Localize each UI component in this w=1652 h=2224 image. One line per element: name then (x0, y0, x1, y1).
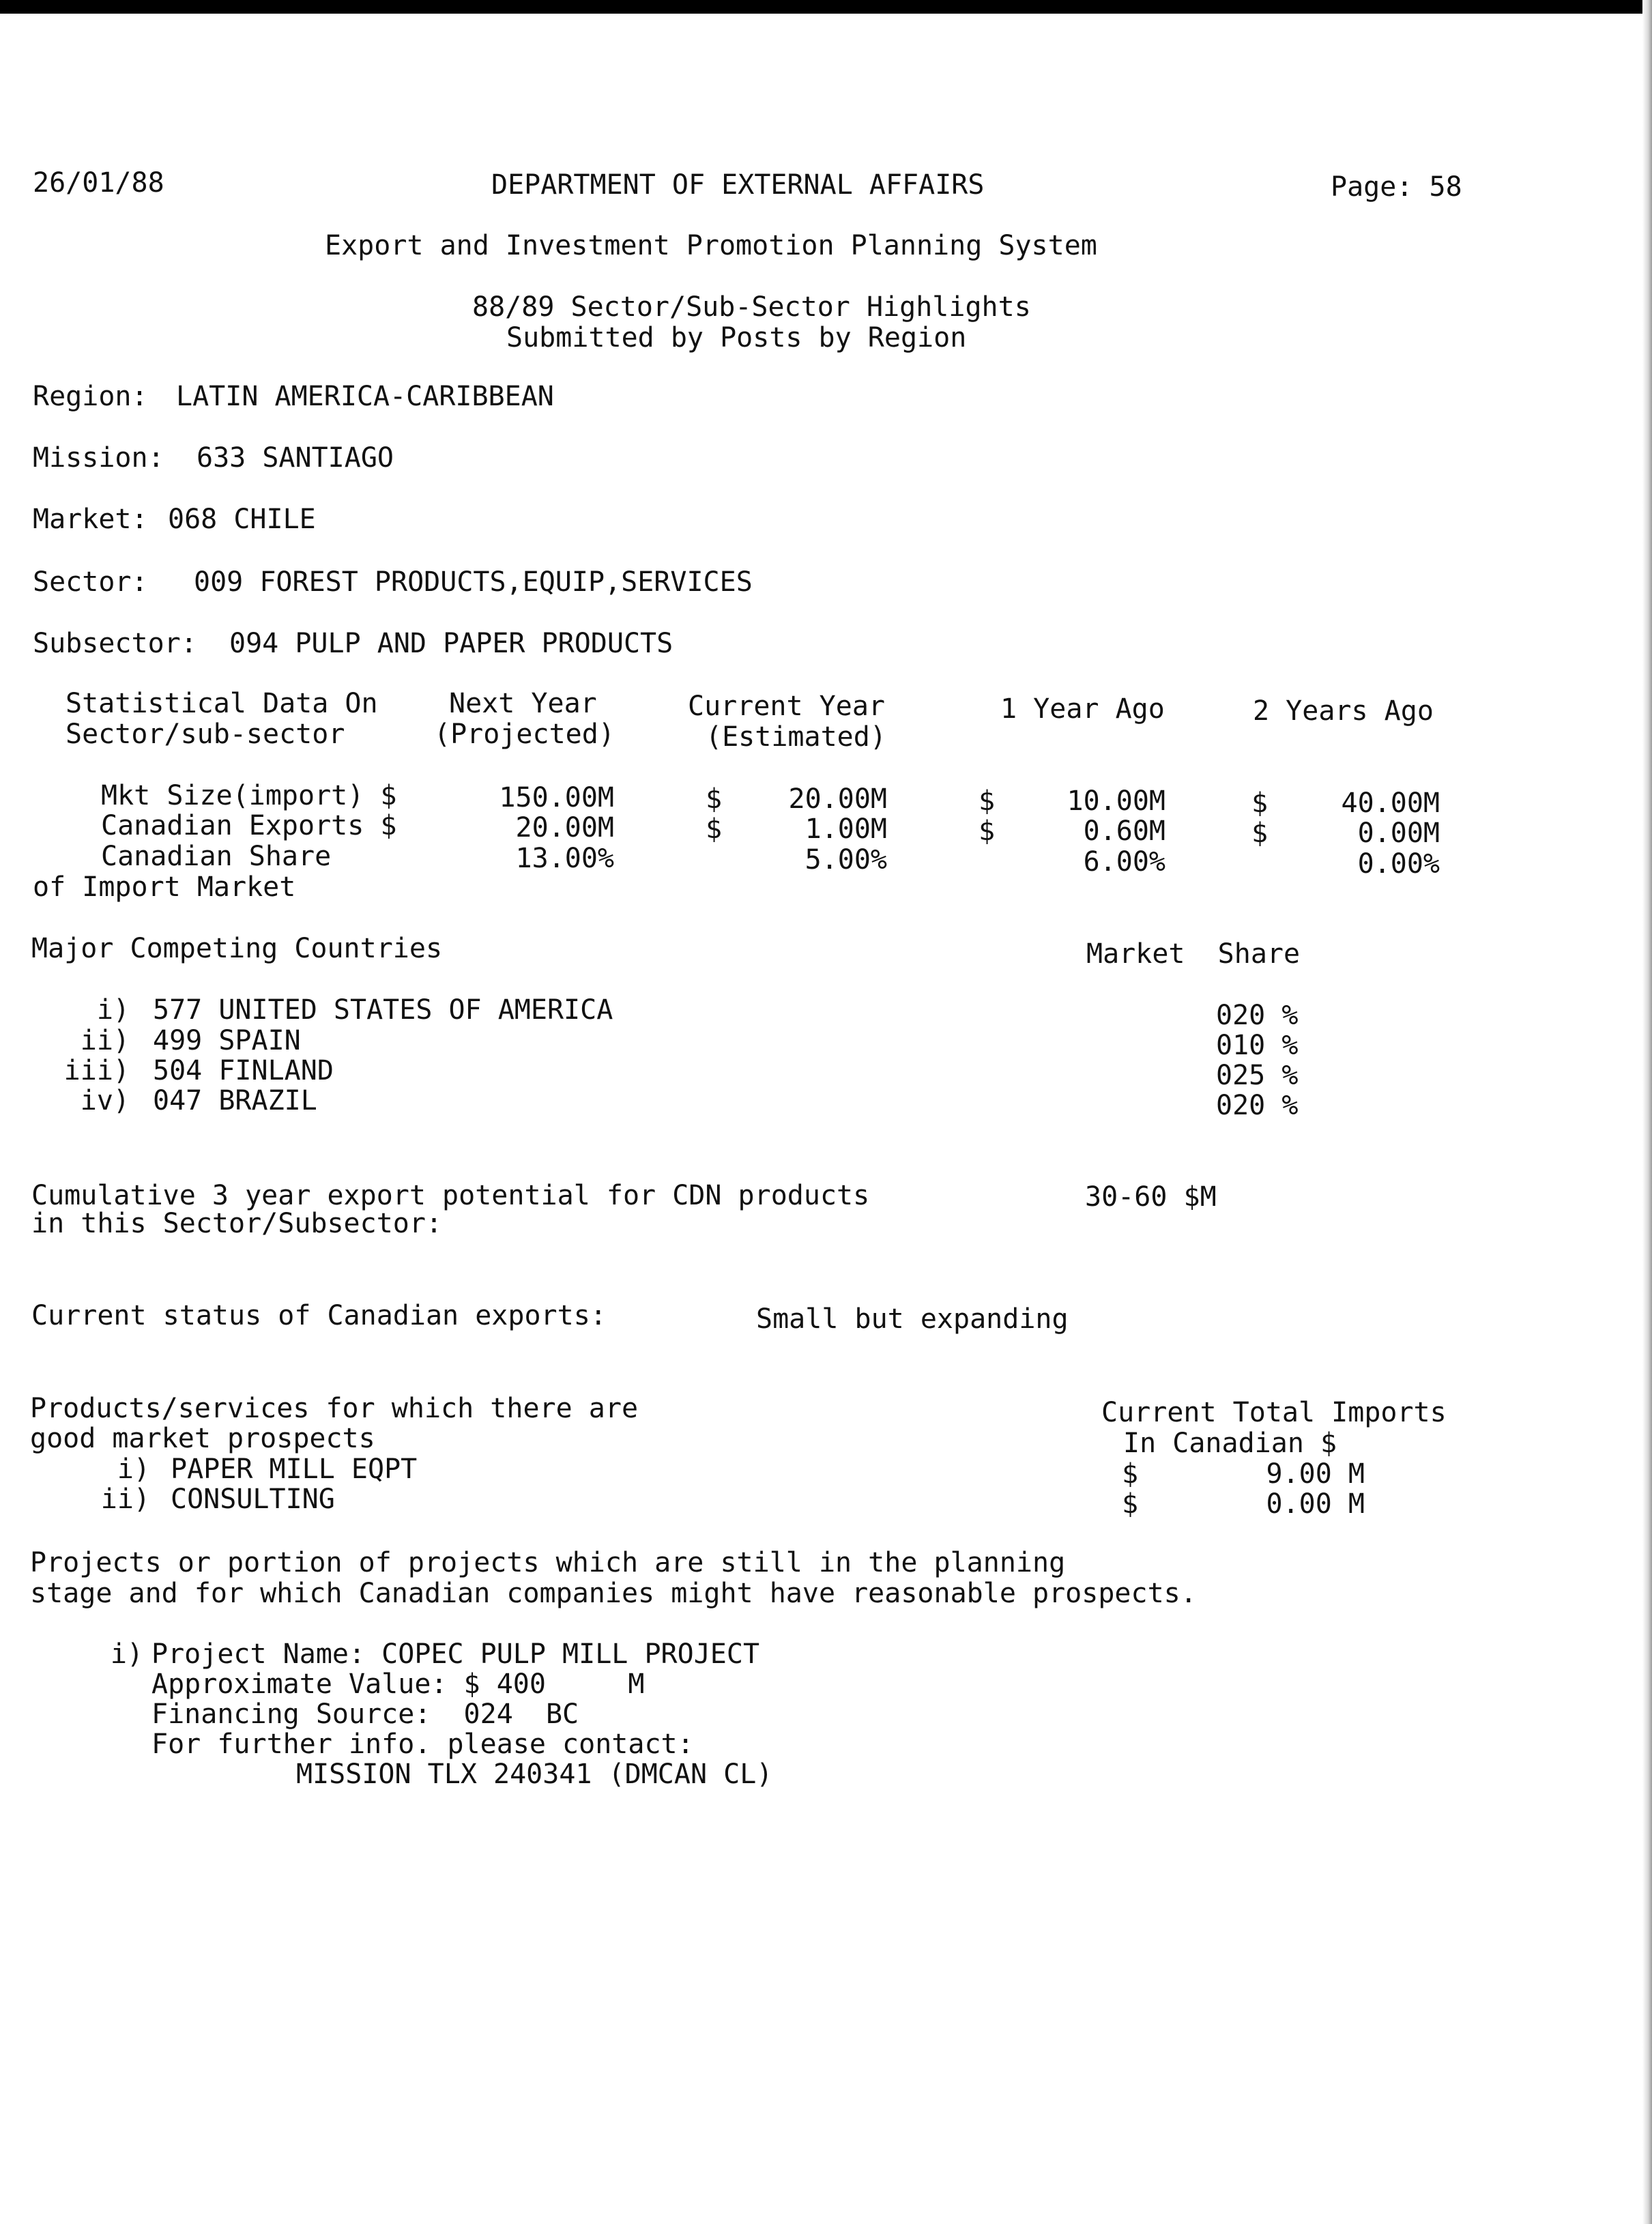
project-contact-label: For further info. please contact: (151, 1729, 694, 1760)
ago1-value: 0.60M (1083, 815, 1165, 847)
product-import-value: 0.00 M (1266, 1488, 1365, 1520)
project-value: Approximate Value: $ 400 M (151, 1669, 645, 1700)
row-label: Canadian Share (101, 841, 332, 872)
product-name: PAPER MILL EQPT (171, 1454, 418, 1485)
col-2-years-ago: 2 Years Ago (1253, 695, 1434, 727)
col-next-year: Next Year (449, 688, 597, 719)
market-share-heading: Market Share (1086, 938, 1301, 970)
stats-head-label-1: Statistical Data On (66, 688, 378, 719)
competitor-name: 504 FINLAND (153, 1055, 334, 1086)
product-dollar: $ (1122, 1488, 1139, 1520)
competitor-name: 577 UNITED STATES OF AMERICA (153, 994, 613, 1026)
ago1-value: 10.00M (1067, 785, 1165, 817)
share-label-continued: of Import Market (33, 871, 296, 903)
system-title: Export and Investment Promotion Planning System (325, 230, 1097, 261)
market-value: 068 CHILE (168, 504, 316, 535)
competitor-name: 499 SPAIN (153, 1025, 301, 1056)
competitor-num: ii) (80, 1025, 130, 1056)
current-year-value: 20.00M (788, 783, 887, 815)
project-name: Project Name: COPEC PULP MILL PROJECT (151, 1638, 760, 1670)
potential-line-2: in this Sector/Subsector: (31, 1208, 443, 1239)
product-num: i) (117, 1454, 150, 1485)
next-year-value: 20.00M (515, 812, 614, 843)
competitor-share: 020 % (1216, 1090, 1299, 1121)
imports-heading-2: In Canadian $ (1123, 1428, 1337, 1459)
row-label: Canadian Exports $ (101, 810, 397, 841)
competitor-num: iv) (80, 1085, 130, 1116)
department-title: DEPARTMENT OF EXTERNAL AFFAIRS (491, 169, 985, 201)
competitor-share: 010 % (1216, 1030, 1299, 1061)
competitor-num: i) (96, 994, 130, 1026)
competitor-share: 020 % (1216, 1000, 1299, 1031)
ago2-dollar: $ (1251, 818, 1269, 849)
col-next-year-sub: (Projected) (434, 719, 615, 750)
ago2-dollar: $ (1251, 788, 1269, 819)
project-num: i) (110, 1638, 143, 1670)
scan-top-border (0, 0, 1652, 14)
col-current-year: Current Year (688, 691, 885, 722)
ago1-value: 6.00% (1083, 846, 1165, 878)
subsector-value: 094 PULP AND PAPER PRODUCTS (229, 628, 673, 659)
current-year-value: 5.00% (805, 844, 887, 876)
product-import-value: 9.00 M (1266, 1458, 1365, 1490)
next-year-value: 150.00M (499, 782, 614, 813)
mission-label: Mission: (33, 442, 164, 474)
ago2-value: 0.00% (1357, 848, 1440, 880)
projects-line-2: stage and for which Canadian companies might have reasonable prospects. (30, 1578, 1197, 1609)
products-line-1: Products/services for which there are (30, 1393, 639, 1424)
status-label: Current status of Canadian exports: (31, 1300, 607, 1331)
potential-line-1: Cumulative 3 year export potential for CDN products (31, 1180, 870, 1211)
potential-value: 30-60 $M (1085, 1181, 1217, 1213)
row-label: Mkt Size(import) $ (101, 780, 397, 811)
competitors-heading: Major Competing Countries (31, 933, 443, 964)
competitor-share: 025 % (1216, 1060, 1299, 1091)
product-num: ii) (100, 1484, 150, 1515)
market-label: Market: (33, 504, 148, 535)
projects-line-1: Projects or portion of projects which are still in the planning (30, 1547, 1066, 1578)
competitor-name: 047 BRAZIL (153, 1085, 317, 1116)
report-date: 26/01/88 (33, 167, 164, 199)
status-value: Small but expanding (756, 1303, 1069, 1335)
project-contact: MISSION TLX 240341 (DMCAN CL) (296, 1759, 773, 1790)
scan-right-edge (1642, 0, 1652, 2224)
current-dollar: $ (706, 813, 723, 845)
competitor-num: iii) (63, 1055, 130, 1086)
ago2-value: 0.00M (1357, 818, 1440, 849)
stats-head-label-2: Sector/sub-sector (66, 719, 345, 750)
current-dollar: $ (706, 783, 723, 815)
product-dollar: $ (1122, 1458, 1139, 1490)
report-subtitle: Submitted by Posts by Region (506, 322, 967, 353)
subsector-label: Subsector: (33, 628, 197, 659)
sector-value: 009 FOREST PRODUCTS,EQUIP,SERVICES (194, 566, 753, 598)
product-name: CONSULTING (171, 1484, 335, 1515)
mission-value: 633 SANTIAGO (197, 442, 394, 474)
imports-heading-1: Current Total Imports (1101, 1397, 1447, 1428)
report-title: 88/89 Sector/Sub-Sector Highlights (472, 291, 1031, 323)
col-current-year-sub: (Estimated) (706, 721, 886, 753)
region-label: Region: (33, 381, 148, 412)
sector-label: Sector: (33, 566, 148, 598)
region-value: LATIN AMERICA-CARIBBEAN (176, 381, 554, 412)
ago2-value: 40.00M (1341, 788, 1440, 819)
project-financing: Financing Source: 024 BC (151, 1699, 579, 1730)
page-number: Page: 58 (1331, 171, 1462, 203)
products-line-2: good market prospects (30, 1423, 375, 1454)
ago1-dollar: $ (979, 785, 996, 817)
ago1-dollar: $ (979, 815, 996, 847)
col-1-year-ago: 1 Year Ago (1000, 693, 1165, 725)
current-year-value: 1.00M (805, 813, 887, 845)
next-year-value: 13.00% (515, 843, 614, 874)
